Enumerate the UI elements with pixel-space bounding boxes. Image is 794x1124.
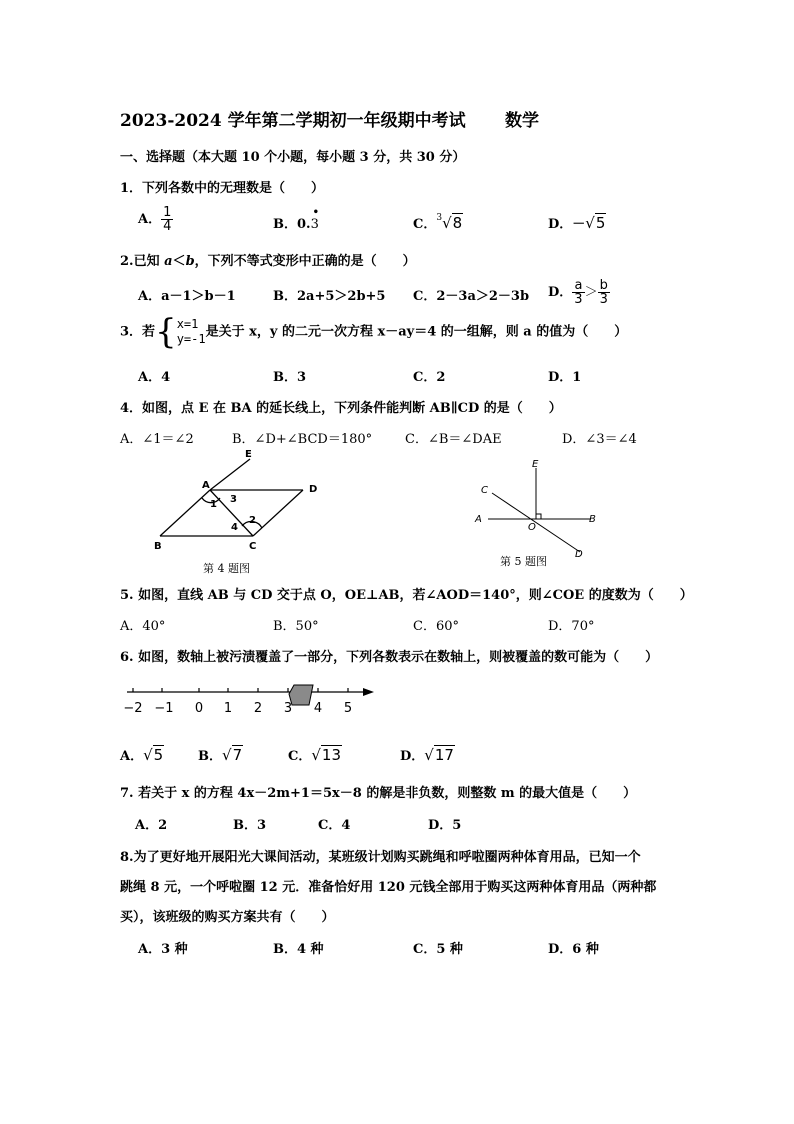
q2-option-d: D． $\frac{a}{3}$ ＞ $\frac{b}{3}$ [548,278,608,307]
label-c: C [481,485,488,496]
angle-label-1: 1 [210,499,217,510]
q5-stem: 5. 如图，直线 AB 与 CD 交于点 O，OE⊥AB，若∠AOD＝140°，则∠COE 的度数为（ ） [120,588,693,603]
q5-option-a: A．40° [120,619,166,634]
q8-line-3: 买），该班级的购买方案共有（ ） [120,910,335,925]
label-e: E [245,449,252,460]
angle-label-3: 3 [230,494,237,505]
tick-label: −2 [123,701,143,716]
q8-option-a: A．3 种 [138,942,188,957]
q4-option-c: C．∠B＝∠DAE [405,432,502,447]
tick-label: 5 [343,701,353,716]
label-b: B [154,541,162,552]
label-b: B [589,514,596,525]
number-line [118,680,380,720]
line-ae [210,459,250,490]
axis-arrow [363,688,374,696]
q1-option-a: A． $\frac{1}{4}$ [138,205,172,234]
angle-label-2: 2 [249,515,256,526]
tick-label: 0 [194,701,204,716]
q3-option-b: B．3 [273,370,307,385]
ink-stain [289,685,313,705]
tick-label: 1 [223,701,233,716]
q7-stem: 7. 若关于 x 的方程 4x－2m+1＝5x－8 的解是非负数，则整数 m 的最大值是（ ） [120,786,637,801]
q8-line-1: 8.为了更好地开展阳光大课间活动，某班级计划购买跳绳和呼啦圈两种体育用品，已知一个 [120,850,641,865]
figure-4 [150,448,330,576]
label-d: D [309,484,318,495]
q3-option-a: A．4 [138,370,171,385]
tick-label: 3 [283,701,293,716]
q5-option-d: D．70° [548,619,595,634]
tick-label: −1 [154,701,174,716]
q1-stem: 1．下列各数中的无理数是（ ） [120,181,325,196]
q6-stem: 6. 如图，数轴上被污渍覆盖了一部分，下列各数表示在数轴上，则被覆盖的数可能为（ ） [120,650,659,665]
q8-option-d: D．6 种 [548,942,599,957]
q2-option-a: A．a－1＞b－1 [138,289,236,304]
q7-option-b: B．3 [233,818,267,833]
q6-option-c: C．√13 [288,746,342,764]
q8-option-b: B．4 种 [273,942,324,957]
tick-label: 2 [253,701,263,716]
q3-option-d: D．1 [548,370,582,385]
q4-option-a: A．∠1＝∠2 [120,432,194,447]
q5-option-b: B．50° [273,619,319,634]
right-angle-mark [536,514,541,519]
subject-label: 数学 [505,111,539,131]
q7-option-a: A．2 [135,818,168,833]
line-ab [160,490,210,536]
q6-option-d: D．√17 [400,746,454,764]
q4-option-d: D．∠3＝∠4 [562,432,637,447]
q4-option-b: B．∠D+∠BCD＝180° [232,432,373,447]
q3-stem: 3．若{ x=1 y=-1 是关于 x，y 的二元一次方程 x－ay＝4 的一组解，则 a 的值为（ ） [120,312,628,352]
q4-stem: 4．如图，点 E 在 BA 的延长线上，下列条件能判断 AB∥CD 的是（ ） [120,401,562,416]
q2-stem: 2.已知 a＜b，下列不等式变形中正确的是（ ） [120,254,416,269]
label-o: O [528,522,536,533]
repeating-dot: • [312,207,319,218]
line-cd [253,490,303,536]
q6-option-a: A．√5 [120,746,164,764]
q1-option-b: B．0. • 3 [273,207,319,232]
label-e: E [532,459,539,470]
figure-5-caption: 第 5 题图 [500,555,547,568]
label-a: A [475,514,482,525]
q2-option-b: B．2a+5＞2b+5 [273,289,386,304]
tick-label: 4 [313,701,323,716]
equation-system: x=1 y=-1 [176,317,206,346]
q5-option-c: C．60° [413,619,459,634]
q3-option-c: C．2 [413,370,446,385]
q2-option-c: C．2－3a＞2－3b [413,289,530,304]
q7-option-c: C．4 [318,818,351,833]
figure-5 [470,455,610,561]
q8-line-2: 跳绳 8 元，一个呼啦圈 12 元．准备恰好用 120 元钱全部用于购买这两种体育用品（两种都 [120,880,657,895]
angle-label-4: 4 [231,522,238,533]
q7-option-d: D．5 [428,818,462,833]
fraction: $\frac{1}{4}$ [163,205,172,234]
q1-option-c: C．$^3$√8 [413,213,463,232]
exam-title: 2023-2024 学年第二学期初一年级期中考试 [120,111,466,131]
q1-option-d: D．－√5 [548,214,606,232]
figure-4-caption: 第 4 题图 [203,562,250,575]
q6-option-b: B．√7 [198,746,243,764]
label-d: D [575,549,583,560]
q8-option-c: C．5 种 [413,942,463,957]
label-c: C [249,541,257,552]
label-a: A [202,480,210,491]
section-heading: 一、选择题（本大题 10 个小题，每小题 3 分，共 30 分） [120,150,466,165]
